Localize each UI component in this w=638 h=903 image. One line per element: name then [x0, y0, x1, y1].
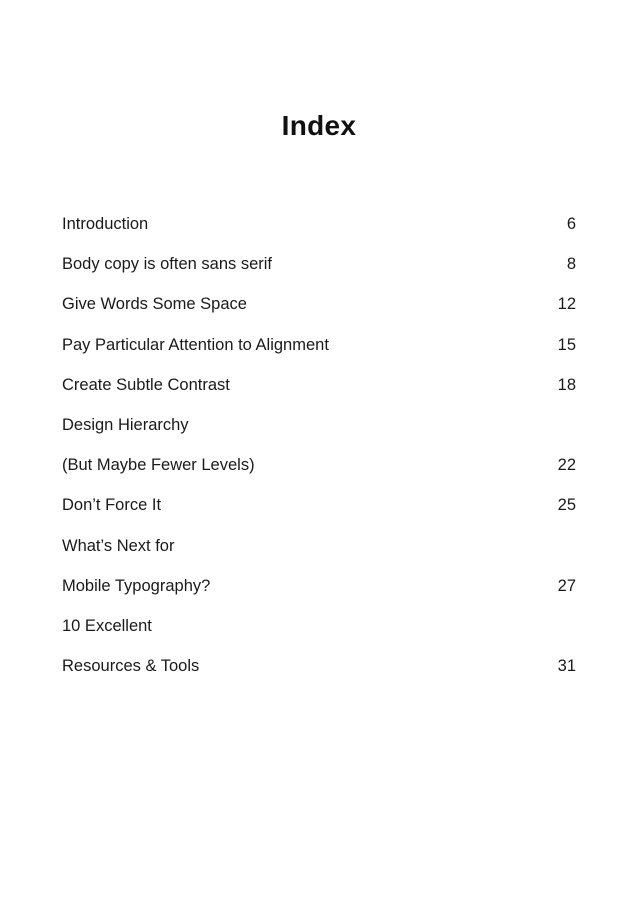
index-entry-mobile-typography [62, 573, 576, 613]
index-entry-page: 6 [566, 215, 576, 233]
index-entry-whats-next [62, 533, 576, 573]
index-entry-subtle-contrast [62, 372, 576, 412]
index-entry-title: Give Words Some Space [62, 295, 247, 314]
index-entry-alignment [62, 332, 576, 372]
index-entry-introduction [62, 211, 576, 251]
index-entry-dont-force-it [62, 492, 576, 532]
index-entry-title: Body copy is often sans serif [62, 255, 273, 274]
index-entry-fewer-levels [62, 452, 576, 492]
index-entry-title: Pay Particular Attention to Alignment [62, 335, 329, 354]
index-entry-page: 27 [557, 576, 576, 595]
index-entry-title: What’s Next for [62, 536, 175, 555]
index-entry-page: 18 [557, 375, 576, 394]
index-entry-title: Create Subtle Contrast [62, 375, 230, 394]
index-entry-page: 8 [566, 255, 576, 274]
index-entry-resources-tools [62, 653, 576, 693]
index-entry-title: (But Maybe Fewer Levels) [62, 456, 255, 475]
index-entry-page: 22 [557, 456, 576, 475]
index-entry-design-hierarchy [62, 412, 576, 452]
index-entry-give-words-space [62, 291, 576, 331]
index-entry-title: Resources & Tools [62, 657, 200, 676]
index-entry-body-copy [62, 251, 576, 291]
index-entry-page: 31 [557, 657, 576, 676]
index-entry-page: 12 [557, 295, 576, 314]
page-title: Index [281, 110, 357, 141]
index-entry-title: Introduction [62, 215, 149, 233]
index-entry-title: Design Hierarchy [62, 415, 189, 434]
index-entry-title: Mobile Typography? [62, 576, 211, 595]
index-entry-page: 25 [557, 496, 576, 515]
index-entry-title: Don’t Force It [62, 496, 162, 515]
index-entry-page: 15 [557, 335, 576, 354]
index-list [62, 211, 576, 693]
index-entry-title: 10 Excellent [62, 616, 152, 635]
index-entry-ten-excellent [62, 613, 576, 653]
